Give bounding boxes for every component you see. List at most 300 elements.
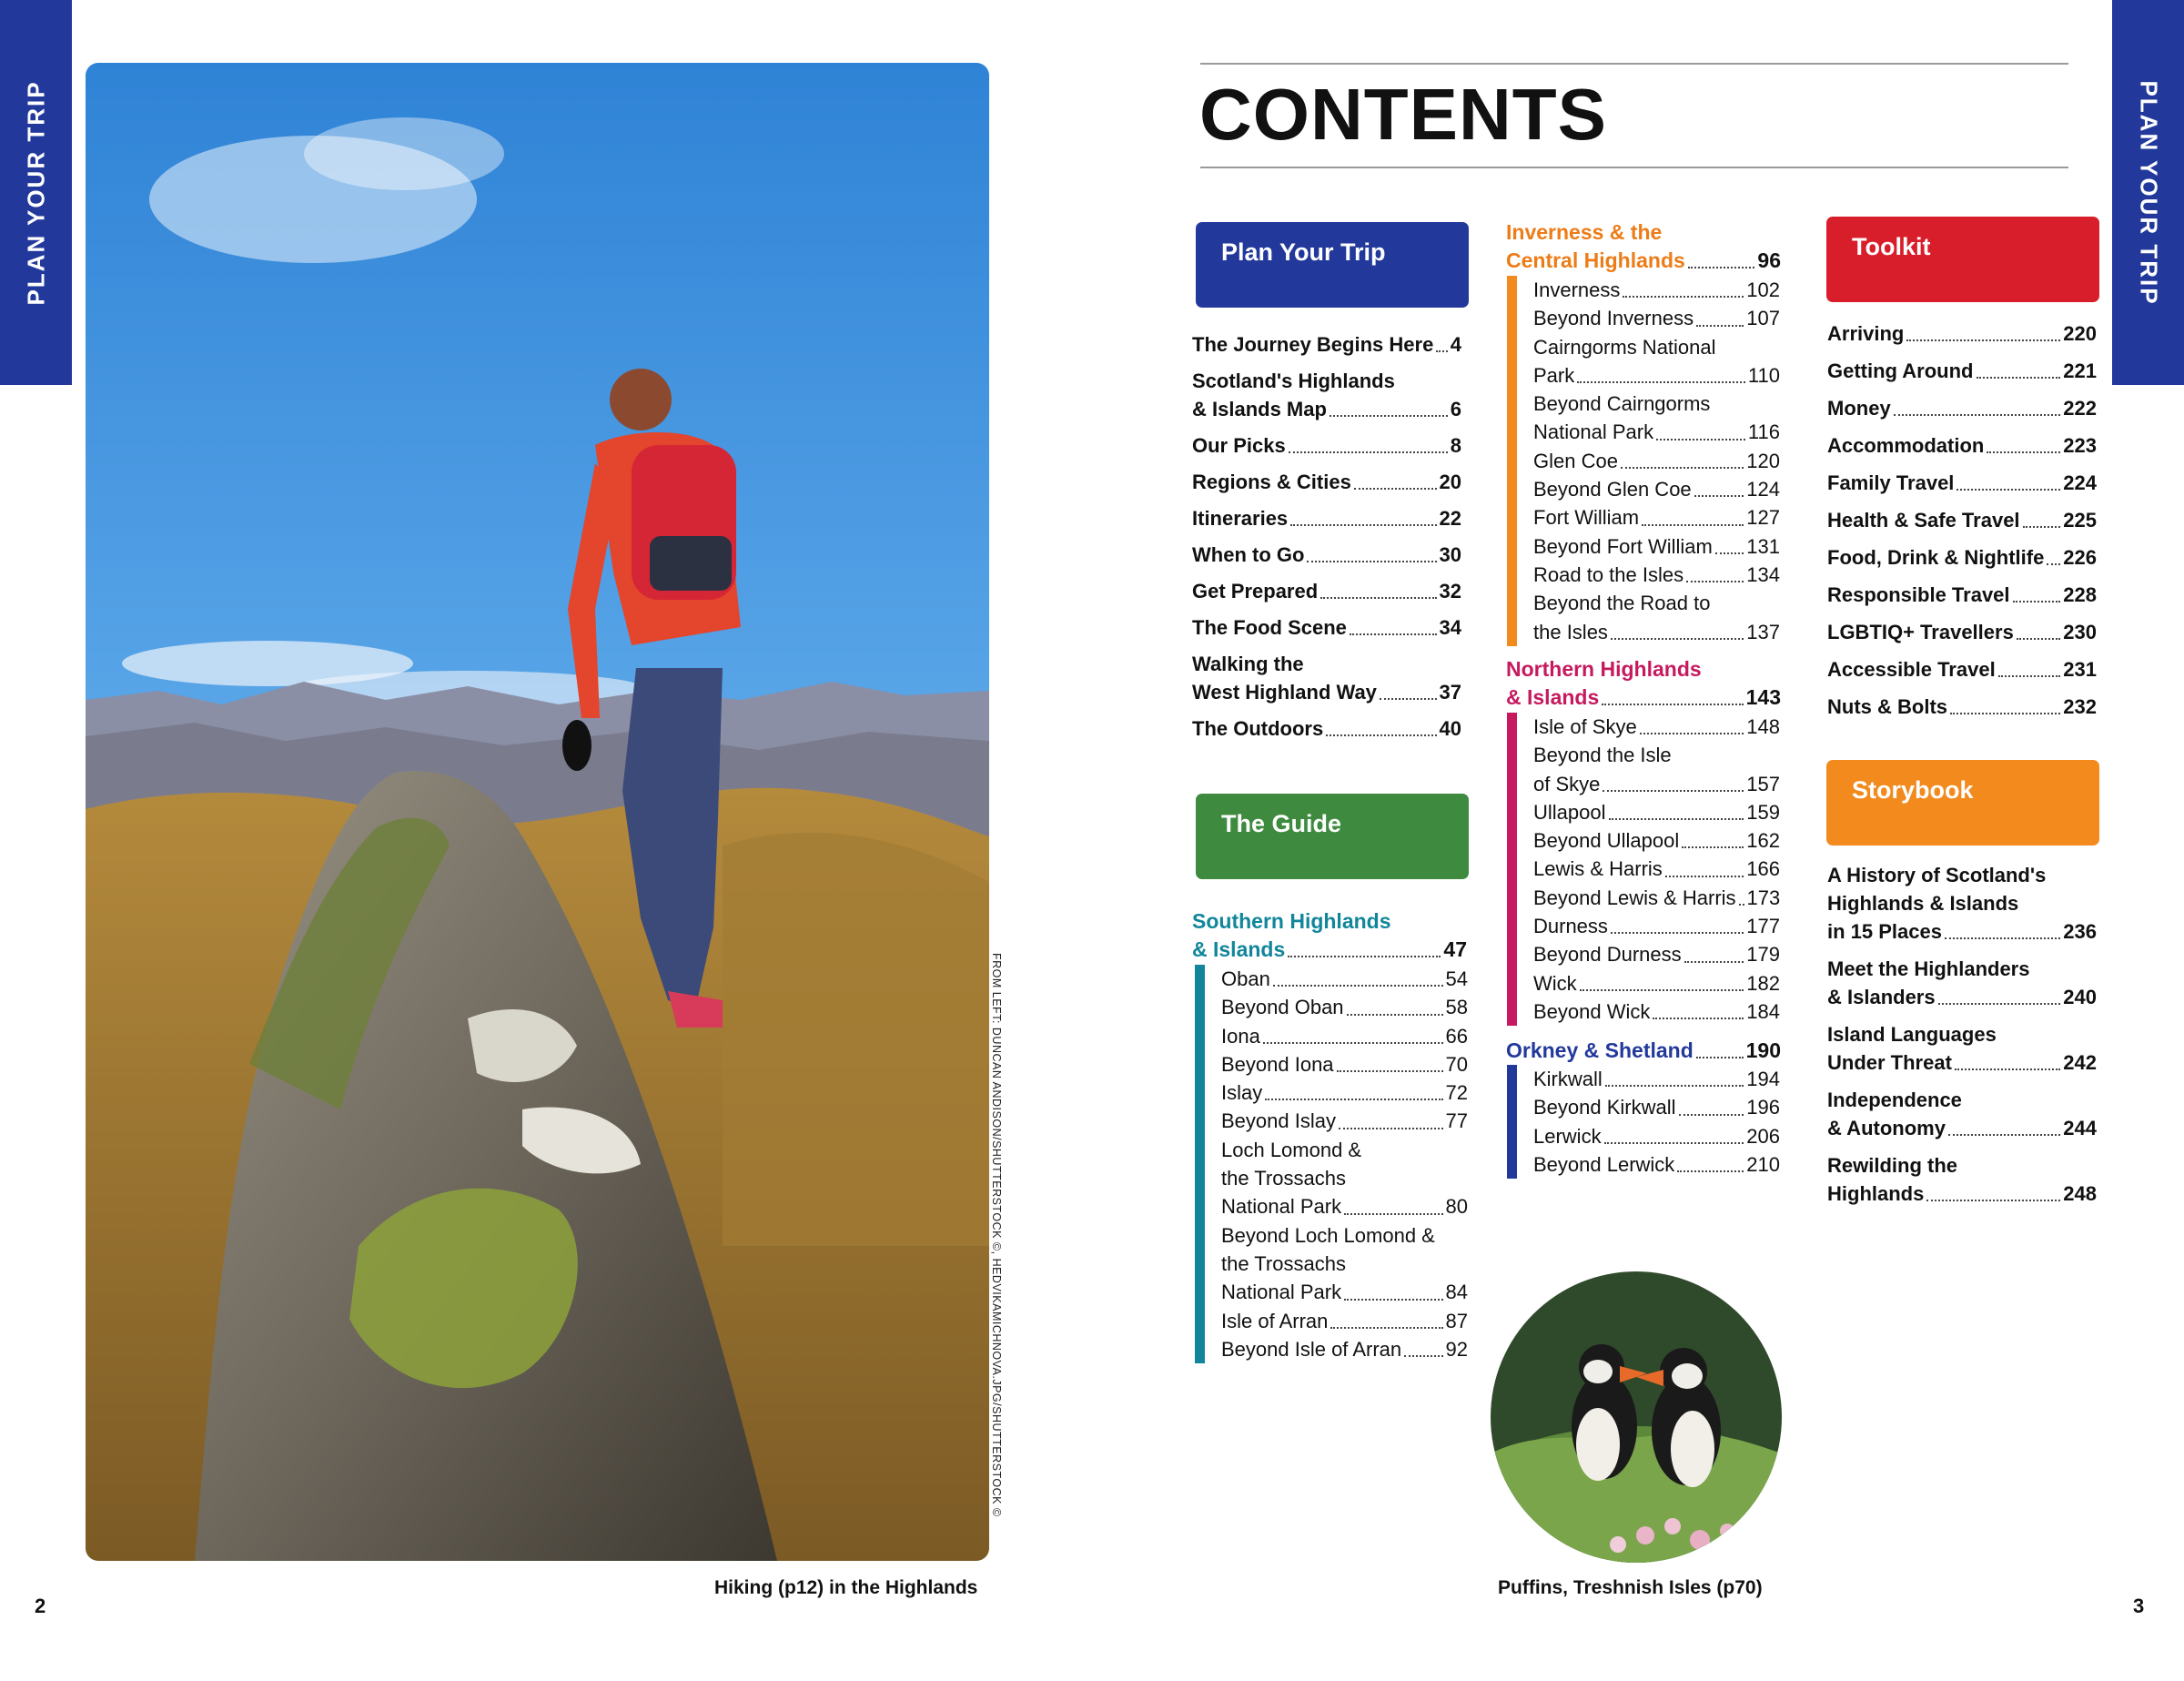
dot-leader xyxy=(1950,713,2060,714)
dot-leader xyxy=(1326,734,1436,736)
dot-leader xyxy=(1330,1327,1442,1329)
side-tab-left xyxy=(0,0,72,385)
dot-leader xyxy=(1354,488,1437,490)
region-entry-page: 173 xyxy=(1746,886,1781,909)
dot-leader xyxy=(1640,733,1744,734)
dot-leader xyxy=(1339,1128,1443,1129)
region-entry-label: Beyond Fort William xyxy=(1533,534,1713,558)
toc-entry-page: 231 xyxy=(2063,658,2097,681)
dot-leader xyxy=(1609,818,1744,820)
region-entry-label: Beyond Durness xyxy=(1533,943,1682,967)
toolkit-heading: Toolkit xyxy=(1826,217,2099,302)
region-entry-page: 184 xyxy=(1746,999,1780,1023)
region-entry-label: of Skye xyxy=(1533,772,1601,795)
region-title-line: Southern Highlands xyxy=(1192,909,1391,933)
toc-entry-row xyxy=(1827,319,2097,348)
region-entry-label: Isle of Skye xyxy=(1533,715,1637,738)
dot-leader xyxy=(1894,414,2061,416)
region-entry-page: 159 xyxy=(1746,800,1780,824)
toc-entry xyxy=(1827,394,2097,422)
region-entry-label: Road to the Isles xyxy=(1533,562,1684,586)
toc-entry-row xyxy=(1192,541,1461,569)
region-entry xyxy=(1533,589,1780,646)
dot-leader xyxy=(1404,1355,1442,1357)
dot-leader xyxy=(1956,489,2060,491)
region-entry-row xyxy=(1221,993,1468,1021)
dot-leader xyxy=(1263,1042,1443,1044)
dot-leader xyxy=(1677,1170,1744,1172)
title-rule xyxy=(1200,167,2068,168)
toc-entry-page: 240 xyxy=(2063,986,2097,1008)
toc-entry-page: 230 xyxy=(2063,621,2097,643)
region-entry xyxy=(1533,447,1780,475)
region-entry xyxy=(1533,561,1780,589)
dot-leader xyxy=(1686,581,1744,582)
toc-entry xyxy=(1827,861,2097,946)
toc-entry-label: Getting Around xyxy=(1827,359,1974,382)
dot-leader xyxy=(1998,675,2061,677)
region-entry-label: Beyond Wick xyxy=(1533,999,1651,1023)
toc-entry-page: 232 xyxy=(2063,695,2097,718)
region-entry-row xyxy=(1533,1122,1780,1150)
region-title: Orkney & Shetland xyxy=(1506,1038,1694,1062)
region-entry-page: 196 xyxy=(1746,1096,1780,1119)
toc-entry-row xyxy=(1827,469,2097,497)
toc-entry-label: Arriving xyxy=(1827,322,1905,345)
dot-leader xyxy=(1906,339,2060,341)
toc-entry-page: 222 xyxy=(2063,397,2097,420)
region-entry-page: 162 xyxy=(1746,829,1780,853)
dot-leader xyxy=(1621,467,1744,469)
region-page: 190 xyxy=(1745,1038,1781,1062)
region-entry xyxy=(1533,1122,1780,1150)
region-entry xyxy=(1221,1050,1468,1078)
region-entry-page: 66 xyxy=(1445,1024,1468,1048)
region-entry-page: 206 xyxy=(1746,1124,1780,1148)
dot-leader xyxy=(2047,563,2060,565)
region-entry-line: the Trossachs xyxy=(1221,1251,1346,1275)
toc-entry-label: Health & Safe Travel xyxy=(1827,509,2020,532)
northern-highlands-heading xyxy=(1506,655,1781,712)
toc-entry-row xyxy=(1827,655,2097,684)
toc-entry xyxy=(1192,504,1461,532)
region-entry xyxy=(1533,912,1780,940)
toc-entry-row xyxy=(1192,395,1461,423)
dot-leader xyxy=(1665,876,1744,877)
dot-leader xyxy=(1926,1200,2060,1201)
region-entry-page: 148 xyxy=(1746,715,1780,738)
region-entry-page: 137 xyxy=(1746,620,1780,643)
region-entry-row xyxy=(1533,770,1780,798)
toc-entry xyxy=(1192,613,1461,642)
region-entry xyxy=(1533,997,1780,1026)
region-entry-line: Cairngorms National xyxy=(1533,335,1716,359)
dot-leader xyxy=(2017,638,2060,640)
toc-entry-row xyxy=(1192,577,1461,605)
toc-entry-row xyxy=(1827,693,2097,721)
region-entry-row xyxy=(1533,912,1780,940)
toc-entry xyxy=(1827,543,2097,572)
toc-entry-line: A History of Scotland's xyxy=(1827,864,2047,886)
toc-entry xyxy=(1827,618,2097,646)
toc-entry-page: 248 xyxy=(2063,1182,2097,1205)
region-entry-line: Beyond Cairngorms xyxy=(1533,392,1711,416)
region-entry-row xyxy=(1221,965,1468,993)
toc-entry-row xyxy=(1192,330,1461,359)
region-entry xyxy=(1221,993,1468,1021)
region-page: 47 xyxy=(1443,937,1467,961)
toc-entry-row xyxy=(1827,431,2097,460)
dot-leader xyxy=(1330,415,1448,417)
region-entry-label: National Park xyxy=(1533,420,1654,444)
toc-entry-page: 34 xyxy=(1439,616,1461,639)
region-entry xyxy=(1533,475,1780,503)
toc-entry-line: Meet the Highlanders xyxy=(1827,957,2030,980)
region-page: 143 xyxy=(1745,685,1781,709)
dot-leader xyxy=(1436,350,1447,352)
inverness-heading xyxy=(1506,218,1781,275)
toc-entry-label: Family Travel xyxy=(1827,471,1955,494)
dot-leader xyxy=(1603,790,1744,792)
dot-leader xyxy=(1653,1018,1744,1019)
toc-entry-row xyxy=(1827,1114,2097,1142)
dot-leader xyxy=(1320,597,1436,599)
toc-entry xyxy=(1827,1020,2097,1077)
region-entry-row xyxy=(1221,1335,1468,1363)
region-entry-page: 54 xyxy=(1445,967,1468,990)
toc-entry-label: West Highland Way xyxy=(1192,681,1377,704)
region-entry xyxy=(1221,1107,1468,1135)
hero-photo xyxy=(86,63,989,1561)
region-entry-row xyxy=(1533,361,1780,390)
region-entry xyxy=(1533,884,1780,912)
puffins-caption: Puffins, Treshnish Isles (p70) xyxy=(1498,1577,1763,1598)
region-entry xyxy=(1221,1307,1468,1335)
region-entry xyxy=(1533,390,1780,447)
region-title: & Islands xyxy=(1506,685,1600,709)
dot-leader xyxy=(1739,904,1744,906)
toc-entry-line: Highlands & Islands xyxy=(1827,892,2019,915)
dot-leader xyxy=(1347,1014,1443,1016)
toc-entry-page: 223 xyxy=(2063,434,2097,457)
toc-entry xyxy=(1827,1086,2097,1142)
region-entry-label: Park xyxy=(1533,363,1575,387)
region-entry-row xyxy=(1533,447,1780,475)
the-guide-heading: The Guide xyxy=(1196,794,1469,879)
dot-leader xyxy=(1605,1085,1744,1087)
region-entry-row xyxy=(1533,276,1780,304)
dot-leader xyxy=(1380,698,1437,700)
region-entry-line: the Trossachs xyxy=(1221,1167,1346,1190)
region-entry-label: Beyond Glen Coe xyxy=(1533,478,1692,501)
side-tab-left-label: PLAN YOUR TRIP xyxy=(22,79,49,306)
toc-entry-page: 6 xyxy=(1450,398,1461,420)
photo-credit: FROM LEFT: DUNCAN ANDISON/SHUTTERSTOCK ©, HEDVIKAMICHNOVA.JPG/SHUTTERSTOCK © xyxy=(990,953,1003,1517)
region-entry-page: 87 xyxy=(1445,1309,1468,1332)
toc-entry xyxy=(1827,319,2097,348)
region-title-row xyxy=(1192,936,1467,964)
region-entry-page: 124 xyxy=(1746,478,1780,501)
dot-leader xyxy=(1682,846,1744,848)
toc-entry-label: in 15 Places xyxy=(1827,920,1942,943)
region-entry xyxy=(1221,1136,1468,1221)
toc-entry-label: Money xyxy=(1827,397,1891,420)
toc-entry-label: LGBTIQ+ Travellers xyxy=(1827,621,2014,643)
toc-entry-row xyxy=(1192,613,1461,642)
toc-entry-page: 236 xyxy=(2063,920,2097,943)
plan-your-trip-list xyxy=(1192,330,1461,751)
region-entry-label: Islay xyxy=(1221,1081,1263,1105)
region-entry xyxy=(1533,333,1780,390)
region-entry-page: 58 xyxy=(1445,996,1468,1019)
toolkit-list xyxy=(1827,319,2097,730)
region-entry-row xyxy=(1533,475,1780,503)
region-entry-label: Kirkwall xyxy=(1533,1068,1603,1090)
region-entry xyxy=(1533,503,1780,532)
southern-highlands-heading xyxy=(1192,907,1467,964)
toc-entry-label: The Food Scene xyxy=(1192,616,1347,639)
region-entry-page: 110 xyxy=(1747,363,1780,387)
toc-entry-row xyxy=(1827,581,2097,609)
region-entry-row xyxy=(1533,618,1780,646)
toc-entry xyxy=(1192,650,1461,706)
toc-entry-row xyxy=(1827,543,2097,572)
region-entry-row xyxy=(1221,1050,1468,1078)
dot-leader xyxy=(1273,985,1443,987)
toc-entry-label: Food, Drink & Nightlife xyxy=(1827,546,2045,569)
region-entry-row xyxy=(1533,826,1780,855)
region-entry-row xyxy=(1221,1107,1468,1135)
region-entry xyxy=(1221,1335,1468,1363)
region-entry xyxy=(1533,741,1780,798)
toc-entry-label: The Journey Begins Here xyxy=(1192,333,1434,356)
toc-entry xyxy=(1827,581,2097,609)
region-entry-page: 194 xyxy=(1746,1068,1780,1090)
toc-entry-label: Our Picks xyxy=(1192,434,1286,457)
toc-entry xyxy=(1827,1151,2097,1208)
dot-leader xyxy=(1684,961,1744,963)
dot-leader xyxy=(1945,937,2060,939)
northern-highlands-bar xyxy=(1507,713,1517,1026)
toc-entry-page: 226 xyxy=(2063,546,2097,569)
region-entry-row xyxy=(1221,1307,1468,1335)
toc-entry xyxy=(1192,330,1461,359)
region-entry-row xyxy=(1533,1093,1780,1121)
dot-leader xyxy=(1350,633,1437,635)
region-entry-page: 92 xyxy=(1445,1337,1468,1361)
dot-leader xyxy=(1289,451,1448,453)
region-entry-row xyxy=(1533,855,1780,883)
toc-entry-page: 32 xyxy=(1439,580,1461,603)
region-page: 96 xyxy=(1757,248,1781,272)
puffins-photo xyxy=(1491,1271,1782,1563)
toc-entry-line: Independence xyxy=(1827,1089,1962,1111)
region-entry-page: 182 xyxy=(1746,971,1780,995)
toc-entry-row xyxy=(1827,983,2097,1011)
region-entry-label: National Park xyxy=(1221,1195,1342,1219)
dot-leader xyxy=(1344,1299,1442,1301)
region-entry xyxy=(1221,1022,1468,1050)
toc-entry-label: Get Prepared xyxy=(1192,580,1319,603)
region-entry xyxy=(1221,965,1468,993)
toc-entry-row xyxy=(1192,714,1461,743)
toc-entry xyxy=(1192,367,1461,423)
dot-leader xyxy=(1694,495,1744,497)
region-entry xyxy=(1533,1065,1780,1093)
region-entry-label: Durness xyxy=(1533,915,1608,938)
region-entry-row xyxy=(1221,1078,1468,1107)
region-entry-page: 120 xyxy=(1746,449,1780,472)
toc-entry-row xyxy=(1827,917,2097,946)
region-entry xyxy=(1533,276,1780,304)
dot-leader xyxy=(1604,1142,1744,1144)
dot-leader xyxy=(1602,704,1743,705)
top-rule xyxy=(1200,63,2068,65)
region-entry xyxy=(1533,969,1780,997)
toc-entry-page: 225 xyxy=(2063,509,2097,532)
region-entry-line: Loch Lomond & xyxy=(1221,1138,1362,1161)
toc-entry-row xyxy=(1827,506,2097,534)
region-entry-page: 70 xyxy=(1445,1052,1468,1076)
toc-entry xyxy=(1827,955,2097,1011)
region-entry-row xyxy=(1533,1150,1780,1179)
inverness-list xyxy=(1507,276,1780,646)
region-entry-label: Fort William xyxy=(1533,506,1640,530)
region-entry-label: Beyond Ullapool xyxy=(1533,829,1680,853)
region-entry-page: 134 xyxy=(1746,562,1780,586)
region-entry xyxy=(1533,940,1780,968)
region-entry-label: Beyond Oban xyxy=(1221,996,1344,1019)
toc-entry-page: 242 xyxy=(2063,1051,2097,1074)
region-entry-label: Iona xyxy=(1221,1024,1260,1048)
toc-entry xyxy=(1192,468,1461,496)
toc-entry-row xyxy=(1827,394,2097,422)
page-number-left: 2 xyxy=(35,1595,46,1617)
dot-leader xyxy=(1977,377,2061,379)
region-entry-label: Wick xyxy=(1533,971,1577,995)
region-entry-row xyxy=(1533,884,1780,912)
region-title-row xyxy=(1506,247,1781,275)
region-entry-page: 166 xyxy=(1746,857,1780,881)
inverness-bar xyxy=(1507,276,1517,646)
region-entry-row xyxy=(1221,1192,1468,1220)
region-entry-row xyxy=(1533,418,1780,446)
region-entry-row xyxy=(1533,503,1780,532)
region-entry xyxy=(1533,1150,1780,1179)
region-entry-page: 131 xyxy=(1746,534,1780,558)
orkney-shetland-bar xyxy=(1507,1065,1517,1179)
toc-entry xyxy=(1827,693,2097,721)
region-entry-label: Beyond Kirkwall xyxy=(1533,1096,1676,1119)
toc-entry-line: Scotland's Highlands xyxy=(1192,370,1395,392)
dot-leader xyxy=(1307,561,1436,562)
dot-leader xyxy=(1642,524,1744,526)
toc-entry-label: Responsible Travel xyxy=(1827,583,2010,606)
storybook-heading: Storybook xyxy=(1826,760,2099,846)
toc-entry-row xyxy=(1192,468,1461,496)
toc-entry-label: Nuts & Bolts xyxy=(1827,695,1947,718)
hero-caption: Hiking (p12) in the Highlands xyxy=(714,1577,978,1598)
toc-entry-page: 224 xyxy=(2063,471,2097,494)
region-entry-page: 157 xyxy=(1746,772,1780,795)
region-entry-row xyxy=(1533,1065,1780,1093)
region-entry-line: Beyond Loch Lomond & xyxy=(1221,1223,1435,1247)
dot-leader xyxy=(1623,296,1744,298)
toc-entry-page: 37 xyxy=(1439,681,1461,704)
dot-leader xyxy=(1344,1213,1442,1215)
dot-leader xyxy=(1265,1099,1442,1100)
region-title-row xyxy=(1506,1037,1781,1065)
dot-leader xyxy=(1955,1068,2060,1070)
region-entry-line: Beyond the Isle xyxy=(1533,744,1672,767)
dot-leader xyxy=(1580,989,1744,991)
region-entry xyxy=(1533,798,1780,826)
region-entry-row xyxy=(1221,1278,1468,1306)
region-entry-row xyxy=(1533,713,1780,741)
region-entry-label: Oban xyxy=(1221,967,1270,990)
plan-your-trip-heading: Plan Your Trip xyxy=(1196,222,1469,308)
region-entry-row xyxy=(1533,561,1780,589)
region-entry-page: 177 xyxy=(1746,915,1780,938)
region-entry xyxy=(1533,713,1780,741)
region-entry-line: Beyond the Road to xyxy=(1533,592,1711,615)
dot-leader xyxy=(1688,267,1755,268)
toc-entry xyxy=(1192,714,1461,743)
dot-leader xyxy=(1337,1070,1443,1072)
region-title-line: Northern Highlands xyxy=(1506,657,1702,681)
region-entry-label: Ullapool xyxy=(1533,800,1606,824)
region-entry-page: 179 xyxy=(1746,943,1780,967)
toc-entry-label: Highlands xyxy=(1827,1182,1925,1205)
dot-leader xyxy=(1938,1003,2061,1005)
region-entry-row xyxy=(1221,1022,1468,1050)
toc-entry-label: Accessible Travel xyxy=(1827,658,1996,681)
toc-entry-page: 228 xyxy=(2063,583,2097,606)
toc-entry-row xyxy=(1827,357,2097,385)
page-number-right: 3 xyxy=(2133,1595,2145,1617)
region-entry xyxy=(1221,1221,1468,1307)
northern-highlands-list xyxy=(1507,713,1780,1026)
toc-entry-line: Walking the xyxy=(1192,653,1304,675)
toc-entry-page: 220 xyxy=(2063,322,2097,345)
region-entry-label: Beyond Islay xyxy=(1221,1109,1336,1133)
toc-entry-label: The Outdoors xyxy=(1192,717,1324,740)
toc-entry-label: Regions & Cities xyxy=(1192,471,1351,493)
region-entry xyxy=(1533,855,1780,883)
toc-entry xyxy=(1192,431,1461,460)
region-entry-page: 127 xyxy=(1746,506,1780,530)
region-entry-row xyxy=(1533,798,1780,826)
toc-entry-line: Island Languages xyxy=(1827,1023,1997,1046)
region-entry-label: National Park xyxy=(1221,1281,1342,1304)
toc-entry-page: 22 xyxy=(1439,507,1461,530)
toc-entry-row xyxy=(1827,1180,2097,1208)
storybook-list xyxy=(1827,861,2097,1217)
toc-entry xyxy=(1827,506,2097,534)
toc-entry-page: 244 xyxy=(2063,1117,2097,1139)
region-title: & Islands xyxy=(1192,937,1286,961)
dot-leader xyxy=(1656,439,1745,441)
region-entry-page: 107 xyxy=(1746,307,1780,330)
toc-entry-row xyxy=(1827,618,2097,646)
region-entry-page: 102 xyxy=(1746,278,1780,301)
region-entry-page: 77 xyxy=(1445,1109,1468,1133)
region-title: Central Highlands xyxy=(1506,248,1685,272)
region-entry xyxy=(1533,532,1780,561)
toc-entry xyxy=(1827,655,2097,684)
region-entry-page: 116 xyxy=(1747,420,1780,444)
toc-entry-label: Under Threat xyxy=(1827,1051,1952,1074)
